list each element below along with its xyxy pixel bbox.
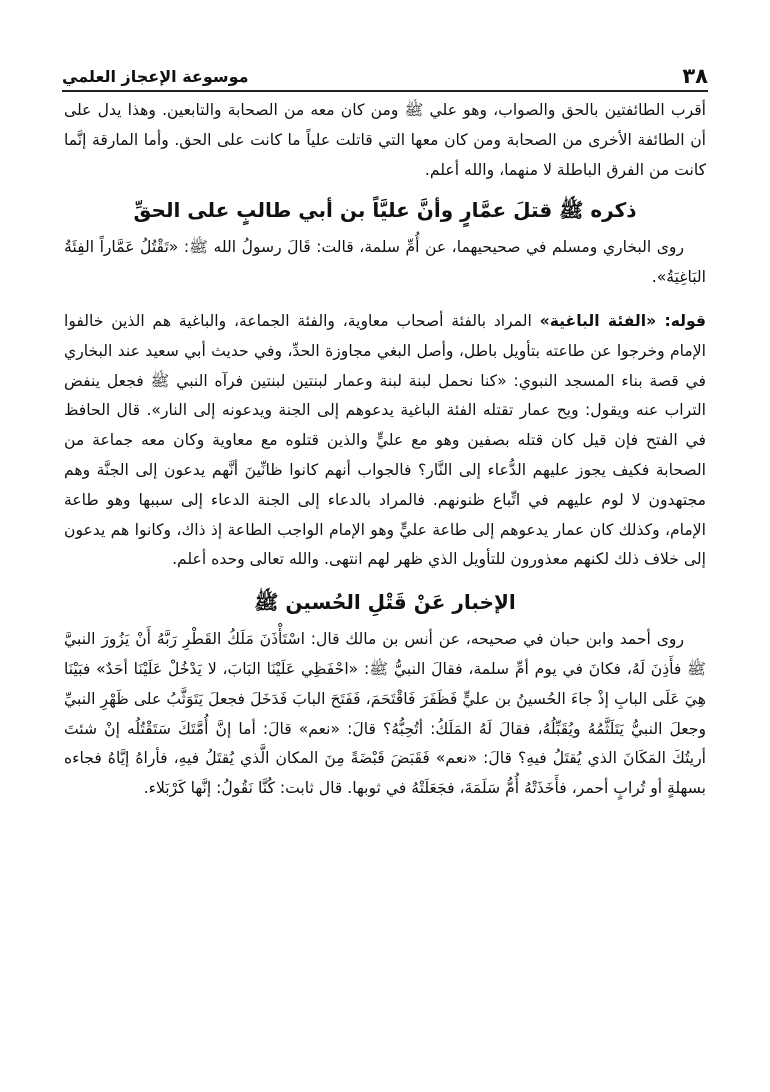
page-number: ٣٨ xyxy=(682,64,708,88)
page-body xyxy=(64,96,706,804)
section-heading-hussein: الإخبار عَنْ قَتْلِ الحُسين ﷺ xyxy=(254,590,516,615)
paragraph-hadith-ammar: روى البخاري ومسلم في صحيحيهما، عن أُمِّ سلمة، قالت: قَالَ رسولُ الله ﷺ: «تَقْتُلُ عَمَّاراً الفِئَةُ البَاغِيَةُ». xyxy=(64,238,706,287)
page-header xyxy=(62,58,708,92)
paragraph-intro: أقرب الطائفتين بالحق والصواب، وهو علي ﷺ ومن كان معه من الصحابة والتابعين. وهذا يدل على أن الطائفة الأخرى من الصحابة ومن كان معها التي قاتلت علياً ما كانت على الحق. وأما المارقة إنَّما كانت من الفرق الباطلة لا منهما، والله أعلم. xyxy=(64,101,706,179)
section-heading-ammar: ذكره ﷺ قتلَ عمَّارٍ وأنَّ عليَّاً بن أبي طالبٍ على الحقِّ xyxy=(133,198,637,223)
book-title: موسوعة الإعجاز العلمي xyxy=(62,67,249,86)
paragraph-commentary xyxy=(64,307,706,575)
commentary-lead: قوله: «الفئة الباغية» xyxy=(539,311,706,330)
paragraph-hadith-hussein: روى أحمد وابن حبان في صحيحه، عن أنس بن مالك قال: اسْتَأْذَنَ مَلَكُ القَطْرِ رَبَّهُ أَنْ يَزُورَ النبيَّ ﷺ فأَذِنَ لَهُ، فكانَ في يوم أمِّ سلمة، فقالَ النبيُّ ﷺ: «احْفَظِي عَلَيْنَا البَابَ، لا يَدْخُلْ عَلَيْنَا أحَدٌ» فبَيْنَا هِيَ عَلَى البابِ إذْ جاءَ الحُسينُ بن عليٍّ فَظَفَرَ فَاقْتَحَمَ، فَفَتَحَ البابَ فَدَخَلَ فجعلَ يَتَوَثَّبُ على ظَهْرِ النبيِّ وجعلَ النبيُّ يَتَلَثَّمُهُ ويُقَبِّلُهُ، فقالَ لَهُ المَلَكُ: أتُحِبُّهُ؟ قالَ: «نعم» قالَ: أما إنَّ أُمَّتَكَ سَتَقْتُلُه إنْ شئتَ أريتُكَ المَكَانَ الذي يُقتَلُ فيهِ؟ قالَ: «نعم» فَقَبَضَ قَبْضَةً مِنَ المكان الَّذي يُقتَلُ فيهِ، فأراهُ إيَّاهُ فجاءه بسهلةٍ أو تُرابٍ أحمر، فأَخَذَتْهُ أُمُّ سَلَمَةَ، فجَعَلَتْهُ في ثوبها. قال ثابت: كُنَّا نَقُولُ: إنَّها كَرْبَلاء. xyxy=(64,630,706,798)
commentary-text: المراد بالفئة أصحاب معاوية، والفئة الجماعة، والباغية هم الذين خالفوا الإمام وخرجوا عن طاعته بتأويل باطل، وأصل البغي مجاوزة الحدِّ، وفي حديث أبي سعيد عند البخاري في قصة بناء المسجد النبوي: «كنا نحمل لبنة لبنة وعمار لبنتين لبنتين فرآه النبي ﷺ فجعل ينفض التراب عنه ويقول: ويح عمار تقتله الفئة الباغية يدعوهم إلى الجنة ويدعونه إلى النار». قال الحافظ في الفتح فإن قيل كان قتله بصفين وهو مع عليٍّ والذين قتلوه مع معاوية وكان معه جماعة من الصحابة فكيف يجوز عليهم الدُّعاء إلى النَّار؟ فالجواب أنهم كانوا ظانِّينَ أنَّهم يدعون إلى الجنَّة وهم مجتهدون لا لوم عليهم في اتِّباع ظنونهم. فالمراد بالدعاء إلى الجنة الدعاء إلى سببها وهو طاعة الإمام، وكذلك كان عمار يدعوهم إلى طاعة عليٍّ وهو الإمام الواجب الطاعة إذ ذاك، وكانوا هم يدعون إلى خلاف ذلك لكنهم معذورون للتأويل الذي ظهر لهم انتهى. والله تعالى وحده أعلم. xyxy=(64,311,706,569)
